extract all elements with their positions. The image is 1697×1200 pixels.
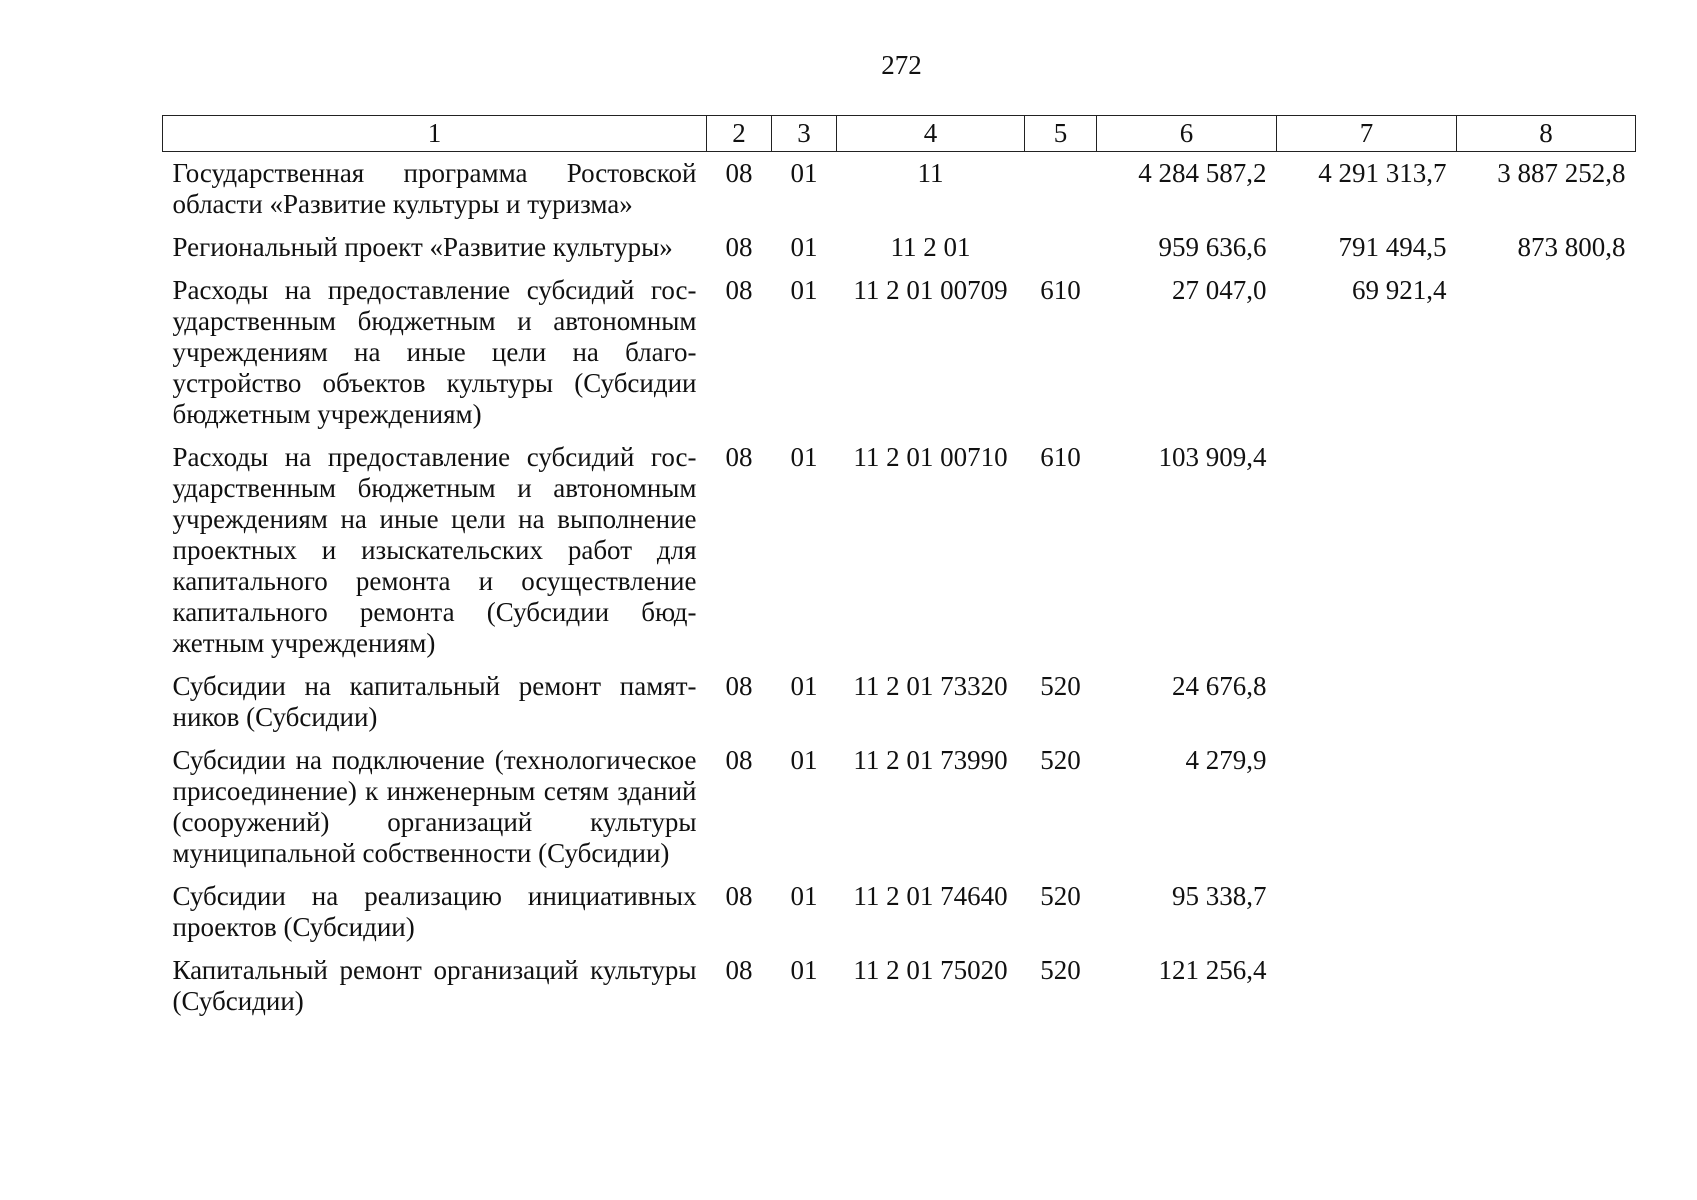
table-row [163,269,1636,436]
row-subsection: 01 [790,955,818,985]
row-subsection: 01 [790,158,818,188]
row-section: 08 [725,442,753,472]
row-name: Субсидии на реализацию инициативных проектов (Субсидии) [172,881,697,942]
row-amount-1: 4 284 587,2 [1138,158,1267,188]
row-subsection: 01 [790,275,818,305]
row-name: Субсидии на капитальный ремонт памятников (Субсидии) [172,671,697,732]
row-subsection: 01 [790,881,818,911]
row-amount-3: 3 887 252,8 [1497,158,1626,188]
row-amount-2 [1277,949,1457,1023]
header-col-3: 3 [772,116,837,152]
header-col-8: 8 [1457,116,1636,152]
header-col-2: 2 [707,116,772,152]
header-row [163,116,1636,152]
table-row [163,665,1636,739]
row-amount-1: 95 338,7 [1172,881,1267,911]
row-target-article: 11 2 01 00710 [853,442,1008,472]
budget-table [162,115,1636,1023]
row-section: 08 [725,881,753,911]
row-section: 08 [725,275,753,305]
row-target-article: 11 2 01 74640 [853,881,1008,911]
row-section: 08 [725,745,753,775]
table-row [163,226,1636,269]
table-row [163,875,1636,949]
row-expense-type: 520 [1040,881,1081,911]
row-target-article: 11 2 01 [890,232,971,262]
table-row [163,436,1636,665]
row-amount-3: 873 800,8 [1517,232,1626,262]
row-section: 08 [725,955,753,985]
row-name: Расходы на предоставление субсидий государственным бюджетным и автономным учреждениям на иные цели на выполнение проектных и изыскательских работ для капитального ремонта и осуществление капитального ремонта (Субсидии бюджетным учреждениям) [172,442,697,658]
row-expense-type: 610 [1040,442,1081,472]
row-amount-1: 959 636,6 [1158,232,1267,262]
table-row [163,949,1636,1023]
row-amount-3 [1457,739,1636,875]
row-target-article: 11 [917,158,944,188]
header-col-4: 4 [837,116,1025,152]
row-subsection: 01 [790,232,818,262]
header-col-1: 1 [163,116,707,152]
row-amount-3 [1457,436,1636,665]
row-name: Региональный проект «Развитие культуры» [172,232,673,262]
row-subsection: 01 [790,745,818,775]
header-col-7: 7 [1277,116,1457,152]
row-name: Расходы на предоставление субсидий государственным бюджетным и автономным учреждениям на иные цели на благоустройство объектов культуры (Субсидии бюджетным учреждениям) [172,275,697,429]
row-section: 08 [725,671,753,701]
row-amount-3 [1457,665,1636,739]
row-amount-1: 4 279,9 [1185,745,1267,775]
table-row [163,739,1636,875]
row-amount-2: 69 921,4 [1352,275,1447,305]
table-row [163,152,1636,227]
row-amount-3 [1457,269,1636,436]
row-expense-type [1025,226,1097,269]
row-name: Капитальный ремонт организаций культуры (Субсидии) [172,955,697,1016]
row-section: 08 [725,158,753,188]
row-name: Субсидии на подключение (технологическое присоединение) к инженерным сетям зданий (сооружений) организаций культуры муниципальной собственности (Субсидии) [172,745,697,868]
row-expense-type: 520 [1040,671,1081,701]
header-col-5: 5 [1025,116,1097,152]
row-amount-1: 27 047,0 [1172,275,1267,305]
row-subsection: 01 [790,671,818,701]
row-amount-1: 24 676,8 [1172,671,1267,701]
row-amount-2 [1277,739,1457,875]
row-target-article: 11 2 01 00709 [853,275,1008,305]
row-target-article: 11 2 01 73320 [853,671,1008,701]
row-amount-2: 4 291 313,7 [1318,158,1447,188]
page-number: 272 [881,50,922,80]
row-name: Государственная программа Ростовской области «Развитие культуры и туризма» [172,158,697,219]
row-amount-2 [1277,875,1457,949]
row-amount-1: 121 256,4 [1158,955,1267,985]
row-amount-2 [1277,665,1457,739]
row-expense-type: 520 [1040,955,1081,985]
row-amount-2 [1277,436,1457,665]
header-col-6: 6 [1097,116,1277,152]
row-amount-3 [1457,949,1636,1023]
row-amount-1: 103 909,4 [1158,442,1267,472]
row-expense-type: 520 [1040,745,1081,775]
row-section: 08 [725,232,753,262]
row-expense-type: 610 [1040,275,1081,305]
row-expense-type [1025,152,1097,227]
row-amount-2: 791 494,5 [1338,232,1447,262]
row-target-article: 11 2 01 75020 [853,955,1008,985]
row-amount-3 [1457,875,1636,949]
row-target-article: 11 2 01 73990 [853,745,1008,775]
row-subsection: 01 [790,442,818,472]
